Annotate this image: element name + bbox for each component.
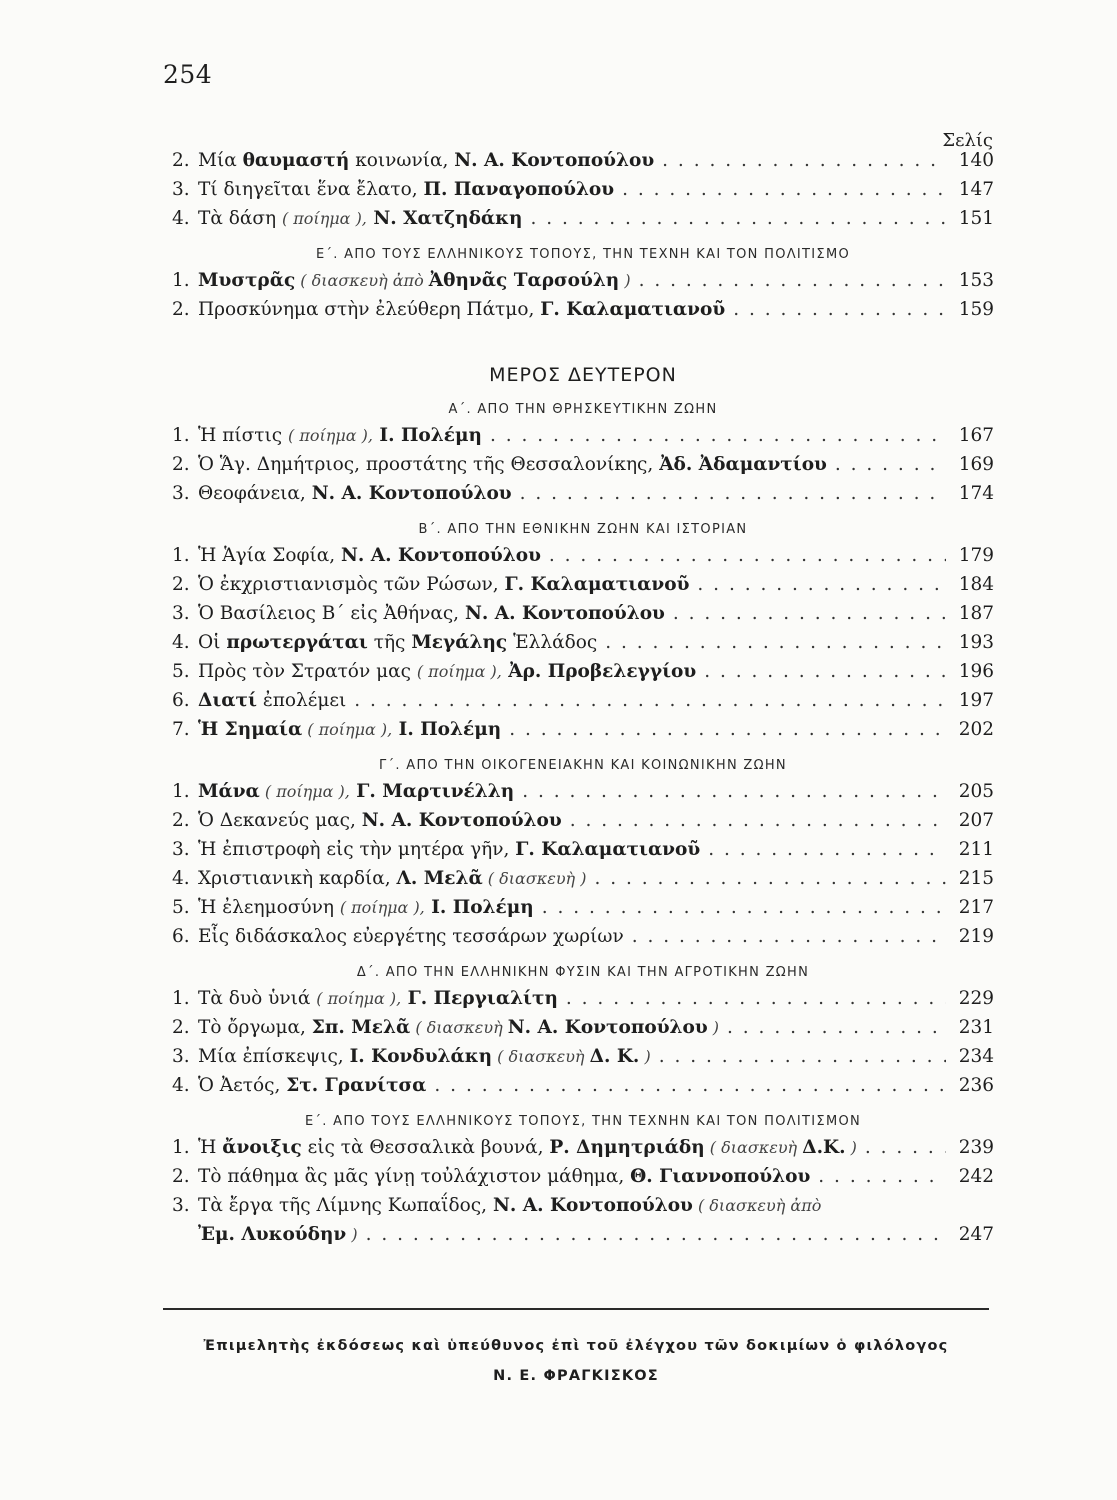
entry-number: 3. <box>172 1195 190 1216</box>
entry-author: ἄνοιξις <box>222 1137 302 1158</box>
entry-number: 3. <box>172 179 190 200</box>
entry-title <box>198 1046 651 1067</box>
entry-page: 151 <box>958 208 994 229</box>
entry-number: 3. <box>172 483 190 504</box>
entry-text: Ἡ πίστις <box>198 425 289 446</box>
entry-author: Ν. Α. Κοντοπούλου <box>340 545 541 566</box>
entry-note: ( διασκευὴ <box>492 1047 590 1066</box>
entry-note: ( ποίημα ), <box>259 782 350 801</box>
entry-author: Ι. Πολέμη <box>392 719 502 740</box>
entry-note: ( διασκευὴ ἀπὸ <box>295 271 429 290</box>
entry-number: 4. <box>172 208 190 229</box>
entry-title <box>198 1166 810 1187</box>
entry-page: 193 <box>958 632 994 653</box>
editor-note <box>163 1331 989 1391</box>
toc-entry <box>172 661 994 690</box>
toc-entry <box>172 1224 994 1253</box>
entry-page: 167 <box>958 425 994 446</box>
entry-title <box>198 425 482 446</box>
entry-page: 211 <box>958 839 994 860</box>
entry-note: ) <box>845 1138 857 1157</box>
entry-text: Ἡ Ἁγία Σοφία, <box>198 545 341 566</box>
entry-author: Γ. Καλαματιανοῦ <box>515 839 701 860</box>
entry-title <box>198 810 562 831</box>
entry-title <box>198 574 689 595</box>
entry-number: 6. <box>172 926 190 947</box>
entry-text: Χριστιανικὴ καρδία, <box>198 868 397 889</box>
entry-number: 1. <box>172 781 190 802</box>
entry-text: Ὁ Βασίλειος Β΄ εἰς Ἀθήνας, <box>198 603 465 624</box>
entry-author: πρωτεργάται <box>226 632 368 653</box>
leader-dots <box>434 1075 946 1096</box>
leader-dots <box>490 425 946 446</box>
entry-text: Πρὸς τὸν Στρατόν μας <box>198 661 417 682</box>
entry-author: Ι. Πολέμη <box>372 425 482 446</box>
entry-author: Ν. Α. Κοντοπούλου <box>311 483 512 504</box>
toc-entry <box>172 839 994 868</box>
entry-title <box>198 1224 358 1245</box>
entry-text: ἐπολέμει <box>256 690 347 711</box>
entry-author: Γ. Μαρτινέλλη <box>349 781 515 802</box>
entry-page: 147 <box>958 179 994 200</box>
entry-page: 229 <box>958 988 994 1009</box>
entry-note: ( ποίημα ), <box>302 720 393 739</box>
leader-dots <box>622 179 946 200</box>
leader-dots <box>566 988 946 1009</box>
entry-number: 2. <box>172 1017 190 1038</box>
entry-note: ( ποίημα ), <box>339 898 425 917</box>
entry-page: 217 <box>958 897 994 918</box>
entry-title <box>198 1075 426 1096</box>
part-heading: ΜΕΡΟΣ ΔΕΥΤΕΡΟΝ <box>489 364 677 386</box>
entry-number: 1. <box>172 545 190 566</box>
entry-title <box>198 839 700 860</box>
entry-text: Εἷς διδάσκαλος εὐεργέτης τεσσάρων χωρίων <box>198 926 624 947</box>
entry-note: ( διασκευὴ ) <box>482 869 587 888</box>
entry-note: ) <box>639 1047 651 1066</box>
leader-dots <box>704 661 946 682</box>
entry-number: 7. <box>172 719 190 740</box>
leader-dots <box>662 150 946 171</box>
entry-title <box>198 926 624 947</box>
leader-dots <box>697 574 946 595</box>
toc-entry <box>172 1166 994 1195</box>
entry-author: Δ.Κ. <box>802 1137 846 1158</box>
toc-entry <box>172 690 994 719</box>
entry-number: 1. <box>172 270 190 291</box>
entry-text: Ὁ ἐκχριστιανισμὸς τῶν Ρώσων, <box>198 574 505 595</box>
entry-title <box>198 1017 719 1038</box>
section-heading: Β΄. ΑΠΟ ΤΗΝ ΕΘΝΙΚΗΝ ΖΩΗΝ ΚΑΙ ΙΣΤΟΡΙΑΝ <box>418 522 748 537</box>
entry-text: Προσκύνημα στὴν ἐλεύθερη Πάτμο, <box>198 299 541 320</box>
entry-text: Οἱ <box>198 632 227 653</box>
entry-author: θαυμαστή <box>242 150 350 171</box>
entry-text: Τὰ ἔργα τῆς Λίμνης Κωπαΐδος, <box>198 1195 493 1216</box>
entry-author: Ἀδ. Ἀδαμαντίου <box>659 454 827 475</box>
entry-author: Μυστρᾶς <box>198 270 296 291</box>
toc-entry <box>172 1046 994 1075</box>
entry-note: ( ποίημα ), <box>281 209 367 228</box>
toc-entry <box>172 545 994 574</box>
entry-page: 239 <box>958 1137 994 1158</box>
entry-note: ( διασκευὴ <box>704 1138 803 1157</box>
entry-text: κοινωνία, <box>349 150 455 171</box>
entry-text: Ὁ Ἅγ. Δημήτριος, προστάτης τῆς Θεσσαλονίκης, <box>198 454 660 475</box>
entry-note: ( ποίημα ), <box>288 426 373 445</box>
entry-author: Ἡ Σημαία <box>198 719 303 740</box>
entry-page: 236 <box>958 1075 994 1096</box>
entry-page: 184 <box>958 574 994 595</box>
entry-note: ( διασκευὴ <box>410 1018 508 1037</box>
entry-author: Ν. Α. Κοντοπούλου <box>492 1195 693 1216</box>
entry-author: Ν. Χατζηδάκη <box>366 208 523 229</box>
entry-author: Θ. Γιαννοπούλου <box>630 1166 811 1187</box>
toc-entry <box>172 150 994 179</box>
entry-number: 5. <box>172 897 190 918</box>
leader-dots <box>733 299 946 320</box>
entry-author: Ἀρ. Προβελεγγίου <box>501 661 697 682</box>
leader-dots <box>542 897 946 918</box>
toc-entry <box>172 1195 994 1224</box>
entry-text: Ἡ <box>198 1137 223 1158</box>
entry-number: 2. <box>172 150 190 171</box>
entry-page: 215 <box>958 868 994 889</box>
entry-title <box>198 454 827 475</box>
entry-number: 3. <box>172 839 190 860</box>
entry-number: 2. <box>172 299 190 320</box>
entry-title <box>198 179 614 200</box>
leader-dots <box>865 1137 946 1158</box>
entry-author: Δ. Κ. <box>589 1046 640 1067</box>
entry-note: ) <box>346 1225 358 1244</box>
entry-number: 1. <box>172 425 190 446</box>
toc-entry <box>172 1017 994 1046</box>
entry-page: 207 <box>958 810 994 831</box>
entry-number: 6. <box>172 690 190 711</box>
leader-dots <box>632 926 946 947</box>
entry-author: Στ. Γρανίτσα <box>286 1075 427 1096</box>
entry-author: Π. Παναγοπούλου <box>423 179 615 200</box>
toc-entry <box>172 425 994 454</box>
entry-title <box>198 781 514 802</box>
entry-number: 4. <box>172 632 190 653</box>
toc-entry <box>172 926 994 955</box>
section-heading: Γ΄. ΑΠΟ ΤΗΝ ΟΙΚΟΓΕΝΕΙΑΚΗΝ ΚΑΙ ΚΟΙΝΩΝΙΚΗΝ ΖΩΗΝ <box>379 758 787 773</box>
leader-dots <box>639 270 946 291</box>
entry-number: 3. <box>172 1046 190 1067</box>
entry-number: 4. <box>172 1075 190 1096</box>
leader-dots <box>659 1046 946 1067</box>
entry-text: Τὰ δάση <box>198 208 282 229</box>
toc-entry <box>172 868 994 897</box>
entry-title <box>198 270 631 291</box>
entry-text: Ἑλλάδος <box>507 632 598 653</box>
toc-entry <box>172 208 994 237</box>
leader-dots <box>509 719 946 740</box>
editor-note-line: Ἐπιμελητὴς ἐκδόσεως καὶ ὑπεύθυνος ἐπὶ τοῦ ἐλέγχου τῶν δοκιμίων ὁ φιλόλογος <box>203 1338 949 1354</box>
entry-title <box>198 661 696 682</box>
entry-text: εἰς τὰ Θεσσαλικὰ βουνά, <box>301 1137 550 1158</box>
entry-page: 174 <box>958 483 994 504</box>
entry-author: Ν. Α. Κοντοπούλου <box>464 603 665 624</box>
toc-entry <box>172 270 994 299</box>
entry-page: 202 <box>958 719 994 740</box>
entry-note: ) <box>619 271 631 290</box>
leader-dots <box>835 454 946 475</box>
entry-text: Θεοφάνεια, <box>198 483 312 504</box>
leader-dots <box>673 603 946 624</box>
toc-entry <box>172 1075 994 1104</box>
toc-entry <box>172 897 994 926</box>
toc-entry <box>172 574 994 603</box>
entry-title <box>198 208 522 229</box>
leader-dots <box>594 868 946 889</box>
entry-author: Μάνα <box>198 781 260 802</box>
entry-author: Διατί <box>198 690 257 711</box>
section-heading: Ε΄. ΑΠΟ ΤΟΥΣ ΕΛΛΗΝΙΚΟΥΣ ΤΟΠΟΥΣ, ΤΗΝ ΤΕΧΝΗ ΚΑΙ ΤΟΝ ΠΟΛΙΤΙΣΜΟ <box>315 247 850 262</box>
table-of-contents <box>172 150 994 1253</box>
entry-title <box>198 897 534 918</box>
entry-page: 169 <box>958 454 994 475</box>
leader-dots <box>570 810 946 831</box>
toc-entry <box>172 179 994 208</box>
entry-page: 205 <box>958 781 994 802</box>
entry-number: 5. <box>172 661 190 682</box>
page-number: 254 <box>163 60 213 89</box>
entry-page: 197 <box>958 690 994 711</box>
entry-page: 159 <box>958 299 994 320</box>
entry-number: 1. <box>172 1137 190 1158</box>
leader-dots <box>549 545 946 566</box>
entry-title <box>198 299 725 320</box>
entry-author: Ν. Α. Κοντοπούλου <box>507 1017 708 1038</box>
entry-text: Τὸ πάθημα ἂς μᾶς γίνῃ τοὐλάχιστον μάθημα, <box>198 1166 631 1187</box>
leader-dots <box>354 690 946 711</box>
entry-number: 3. <box>172 603 190 624</box>
leader-dots <box>818 1166 946 1187</box>
entry-text: Τί διηγεῖται ἕνα ἔλατο, <box>198 179 424 200</box>
entry-author: Ἐμ. Λυκούδην <box>198 1224 347 1245</box>
entry-note: ( ποίημα ), <box>416 662 502 681</box>
entry-author: Ἀθηνᾶς Ταρσούλη <box>428 270 620 291</box>
toc-entry <box>172 719 994 748</box>
entry-author: Ν. Α. Κοντοπούλου <box>361 810 562 831</box>
entry-page: 247 <box>958 1224 994 1245</box>
toc-entry <box>172 988 994 1017</box>
entry-author: Γ. Περγιαλίτη <box>401 988 558 1009</box>
entry-title <box>198 1137 857 1158</box>
entry-text: Τὸ ὄργωμα, <box>198 1017 312 1038</box>
entry-title <box>198 632 597 653</box>
entry-author: Ρ. Δημητριάδη <box>549 1137 705 1158</box>
entry-author: Γ. Καλαματιανοῦ <box>540 299 726 320</box>
entry-text: Ἡ ἐλεημοσύνη <box>198 897 340 918</box>
entry-number: 1. <box>172 988 190 1009</box>
entry-title <box>198 868 586 889</box>
entry-note: ( διασκευὴ ἀπὸ <box>692 1196 822 1215</box>
footer-divider <box>163 1308 989 1310</box>
entry-title <box>198 719 501 740</box>
entry-title <box>198 1195 821 1216</box>
toc-entry <box>172 781 994 810</box>
entry-title <box>198 545 541 566</box>
entry-number: 2. <box>172 810 190 831</box>
leader-dots <box>366 1224 946 1245</box>
entry-author: Γ. Καλαματιανοῦ <box>504 574 690 595</box>
toc-entry <box>172 299 994 328</box>
toc-entry <box>172 603 994 632</box>
entry-text: Ὁ Ἀετός, <box>198 1075 287 1096</box>
entry-number: 2. <box>172 454 190 475</box>
entry-note: ( ποίημα ), <box>316 989 402 1008</box>
entry-page: 219 <box>958 926 994 947</box>
entry-title <box>198 690 346 711</box>
leader-dots <box>708 839 946 860</box>
leader-dots <box>605 632 946 653</box>
toc-entry <box>172 632 994 661</box>
entry-page: 242 <box>958 1166 994 1187</box>
leader-dots <box>522 781 946 802</box>
entry-number: 2. <box>172 574 190 595</box>
entry-author: Λ. Μελᾶ <box>396 868 483 889</box>
section-heading: Ε΄. ΑΠΟ ΤΟΥΣ ΕΛΛΗΝΙΚΟΥΣ ΤΟΠΟΥΣ, ΤΗΝ ΤΕΧΝΗΝ ΚΑΙ ΤΟΝ ΠΟΛΙΤΙΣΜΟΝ <box>304 1114 862 1129</box>
entry-note: ) <box>707 1018 720 1037</box>
leader-dots <box>520 483 946 504</box>
entry-page: 153 <box>958 270 994 291</box>
entry-text: τῆς <box>367 632 412 653</box>
entry-page: 187 <box>958 603 994 624</box>
entry-title <box>198 483 512 504</box>
entry-page: 140 <box>958 150 994 171</box>
entry-page: 196 <box>958 661 994 682</box>
toc-entry <box>172 1137 994 1166</box>
leader-dots <box>530 208 946 229</box>
section-heading: Α΄. ΑΠΟ ΤΗΝ ΘΡΗΣΚΕΥΤΙΚΗΝ ΖΩΗΝ <box>448 402 718 417</box>
entry-page: 179 <box>958 545 994 566</box>
entry-author: Μεγάλης <box>411 632 508 653</box>
toc-entry <box>172 483 994 512</box>
entry-number: 4. <box>172 868 190 889</box>
entry-title <box>198 988 558 1009</box>
entry-page: 231 <box>958 1017 994 1038</box>
entry-text: Μία <box>198 150 243 171</box>
entry-title <box>198 603 665 624</box>
entry-text: Μία ἐπίσκεψις, <box>198 1046 350 1067</box>
leader-dots <box>727 1017 946 1038</box>
entry-page: 234 <box>958 1046 994 1067</box>
entry-author: Σπ. Μελᾶ <box>311 1017 411 1038</box>
page-column-header: Σελίς <box>942 130 993 151</box>
entry-text: Τὰ δυὸ ὑνιά <box>198 988 317 1009</box>
entry-author: Ι. Πολέμη <box>424 897 534 918</box>
toc-entry <box>172 810 994 839</box>
entry-title <box>198 150 654 171</box>
editor-name: Ν. Ε. ΦΡΑΓΚΙΣΚΟΣ <box>493 1368 659 1384</box>
entry-author: Ι. Κονδυλάκη <box>349 1046 493 1067</box>
entry-number: 2. <box>172 1166 190 1187</box>
entry-text: Ἡ ἐπιστροφὴ εἰς τὴν μητέρα γῆν, <box>198 839 516 860</box>
entry-author: Ν. Α. Κοντοπούλου <box>454 150 655 171</box>
section-heading: Δ΄. ΑΠΟ ΤΗΝ ΕΛΛΗΝΙΚΗΝ ΦΥΣΙΝ ΚΑΙ ΤΗΝ ΑΓΡΟΤΙΚΗΝ ΖΩΗΝ <box>356 965 810 980</box>
toc-entry <box>172 454 994 483</box>
entry-text: Ὁ Δεκανεύς μας, <box>198 810 362 831</box>
